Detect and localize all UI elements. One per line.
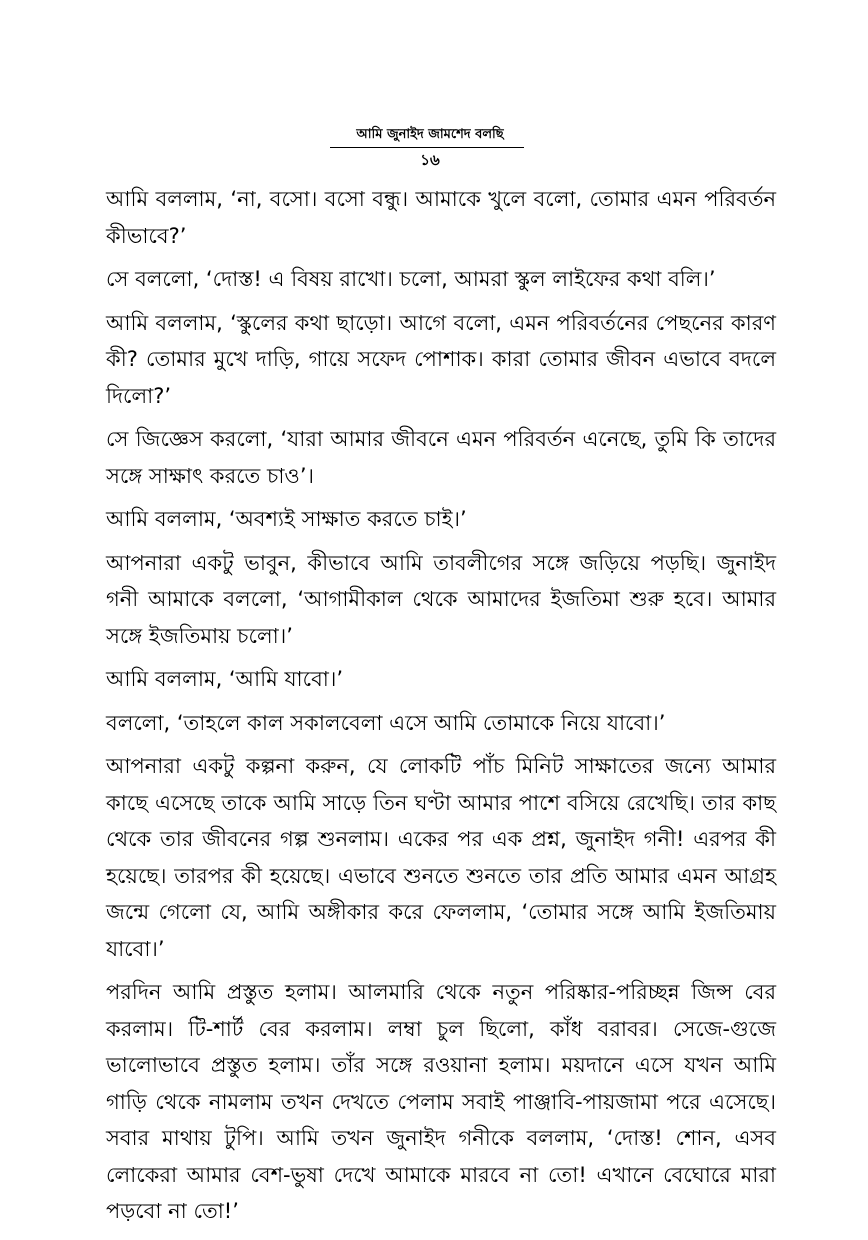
paragraph: আমি বললাম, ‘আমি যাবো।’ [106,667,344,691]
body-text [106,181,776,1237]
header-rule [330,147,524,148]
paragraph: আমি বললাম, ‘অবশ্যই সাক্ষাত করতে চাই।’ [106,507,467,531]
running-header: আমি জুনাইদ জামশেদ বলছি [356,127,504,142]
page-number: ১৬ [420,151,440,169]
paragraph: আপনারা একটু কল্পনা করুন, যে লোকটি পাঁচ মিনিট সাক্ষাতের জন্যে আমার কাছে এসেছে তাকে আমি সাড়ে তিন ঘণ্টা আমার পাশে বসিয়ে রেখেছি। তার কাছ থেকে তার জীবনের গল্প শুনলাম। একের পর এক প্রশ্ন, জুনাইদ গনী! এরপর কী হয়েছে। তারপর কী হয়েছে। এভাবে শুনতে শুনতে তার প্রতি আমার এমন আগ্রহ জন্মে গেলো যে, আমি অঙ্গীকার করে ফেললাম, ‘তোমার সঙ্গে আমি ইজতিমায় যাবো।’ [106,754,776,961]
paragraph: আপনারা একটু ভাবুন, কীভাবে আমি তাবলীগের সঙ্গে জড়িয়ে পড়ছি। জুনাইদ গনী আমাকে বললো, ‘আগামীকাল থেকে আমাদের ইজতিমা শুরু হবে। আমার সঙ্গে ইজতিমায় চলো।’ [106,550,776,648]
paragraph: সে জিজ্ঞেস করলো, ‘যারা আমার জীবনে এমন পরিবর্তন এনেছে, তুমি কি তাদের সঙ্গে সাক্ষাৎ করতে চাও’। [106,427,776,488]
paragraph: পরদিন আমি প্রস্তুত হলাম। আলমারি থেকে নতুন পরিষ্কার-পরিচ্ছন্ন জিন্স বের করলাম। টি-শার্ট বের করলাম। লম্বা চুল ছিলো, কাঁধ বরাবর। সেজে-গুজে ভালোভাবে প্রস্তুত হলাম। তাঁর সঙ্গে রওয়ানা হলাম। ময়দানে এসে যখন আমি গাড়ি থেকে নামলাম তখন দেখতে পেলাম সবাই পাঞ্জাবি-পায়জামা পরে এসেছে। সবার মাথায় টুপি। আমি তখন জুনাইদ গনীকে বললাম, ‘দোস্ত! শোন, এসব লোকেরা আমার বেশ-ভুষা দেখে আমাকে মারবে না তো! এখানে বেঘোরে মারা পড়বো না তো!’ [106,980,776,1223]
paragraph: বললো, ‘তাহলে কাল সকালবেলা এসে আমি তোমাকে নিয়ে যাবো।’ [106,710,666,735]
paragraph: আমি বললাম, ‘না, বসো। বসো বন্ধু। আমাকে খুলে বলো, তোমার এমন পরিবর্তন কীভাবে?’ [106,187,776,248]
paragraph: সে বললো, ‘দোস্ত! এ বিষয় রাখো। চলো, আমরা স্কুল লাইফের কথা বলি।’ [106,267,716,291]
paragraph: আমি বললাম, ‘স্কুলের কথা ছাড়ো। আগে বলো, এমন পরিবর্তনের পেছনের কারণ কী? তোমার মুখে দাড়ি, গায়ে সফেদ পোশাক। কারা তোমার জীবন এভাবে বদলে দিলো?’ [106,310,776,408]
